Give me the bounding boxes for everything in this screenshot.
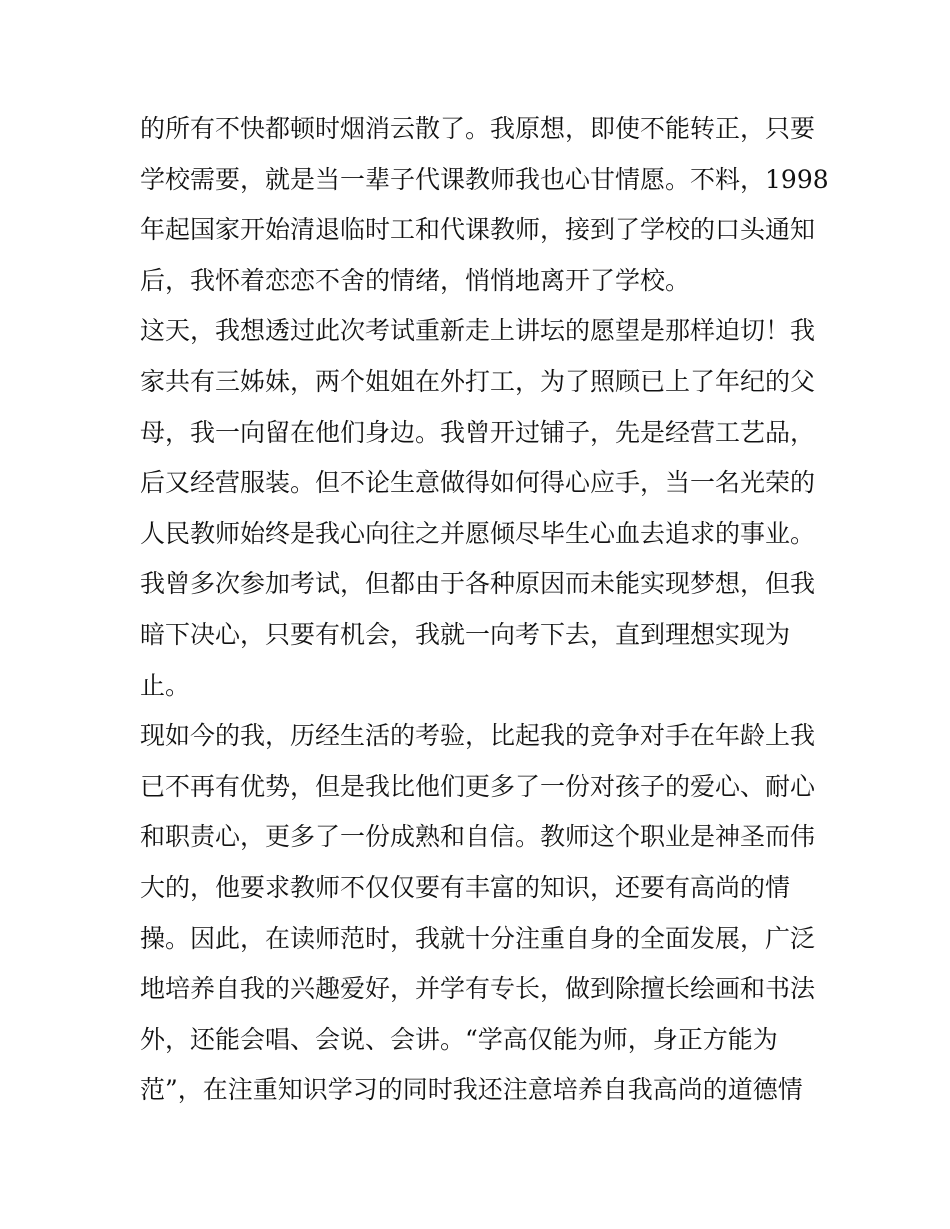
text-line: 母，我一向留在他们身边。我曾开过铺子，先是经营工艺品， — [140, 417, 816, 447]
text-line: 人民教师始终是我心向往之并愿倾尽毕生心血去追求的事业。 — [140, 518, 816, 548]
text-line: 和职责心，更多了一份成熟和自信。教师这个职业是神圣而伟 — [140, 822, 816, 852]
text-line: 后又经营服装。但不论生意做得如何得心应手，当一名光荣的 — [140, 468, 816, 498]
text-line: 地培养自我的兴趣爱好，并学有专长，做到除擅长绘画和书法 — [140, 974, 816, 1004]
text-line: 止。 — [140, 670, 191, 700]
text-line: 已不再有优势，但是我比他们更多了一份对孩子的爱心、耐心 — [140, 771, 816, 801]
text-line: 现如今的我，历经生活的考验，比起我的竞争对手在年龄上我 — [140, 721, 816, 751]
text-line: 这天，我想透过此次考试重新走上讲坛的愿望是那样迫切！我 — [140, 316, 816, 346]
body-text — [140, 104, 829, 1116]
text-line: 我曾多次参加考试，但都由于各种原因而未能实现梦想，但我 — [140, 569, 816, 599]
text-line: 家共有三姊妹，两个姐姐在外打工，为了照顾已上了年纪的父 — [140, 366, 816, 396]
text-line: 大的，他要求教师不仅仅要有丰富的知识，还要有高尚的情 — [140, 872, 791, 902]
text-line: 暗下决心，只要有机会，我就一向考下去，直到理想实现为 — [140, 619, 791, 649]
text-line: 年起国家开始清退临时工和代课教师，接到了学校的口头通知 — [140, 215, 816, 245]
text-line: 后，我怀着恋恋不舍的情绪，悄悄地离开了学校。 — [140, 265, 691, 295]
text-line: 的所有不快都顿时烟消云散了。我原想，即使不能转正，只要 — [140, 114, 816, 143]
text-line: 外，还能会唱、会说、会讲。“学高仅能为师，身正方能为 — [140, 1024, 778, 1054]
text-line: 操。因此，在读师范时，我就十分注重自身的全面发展，广泛 — [140, 923, 816, 953]
text-line: 学校需要，就是当一辈子代课教师我也心甘情愿。不料，1998 — [140, 164, 829, 194]
text-line: 范”，在注重知识学习的同时我还注意培养自我高尚的道德情 — [140, 1075, 803, 1105]
